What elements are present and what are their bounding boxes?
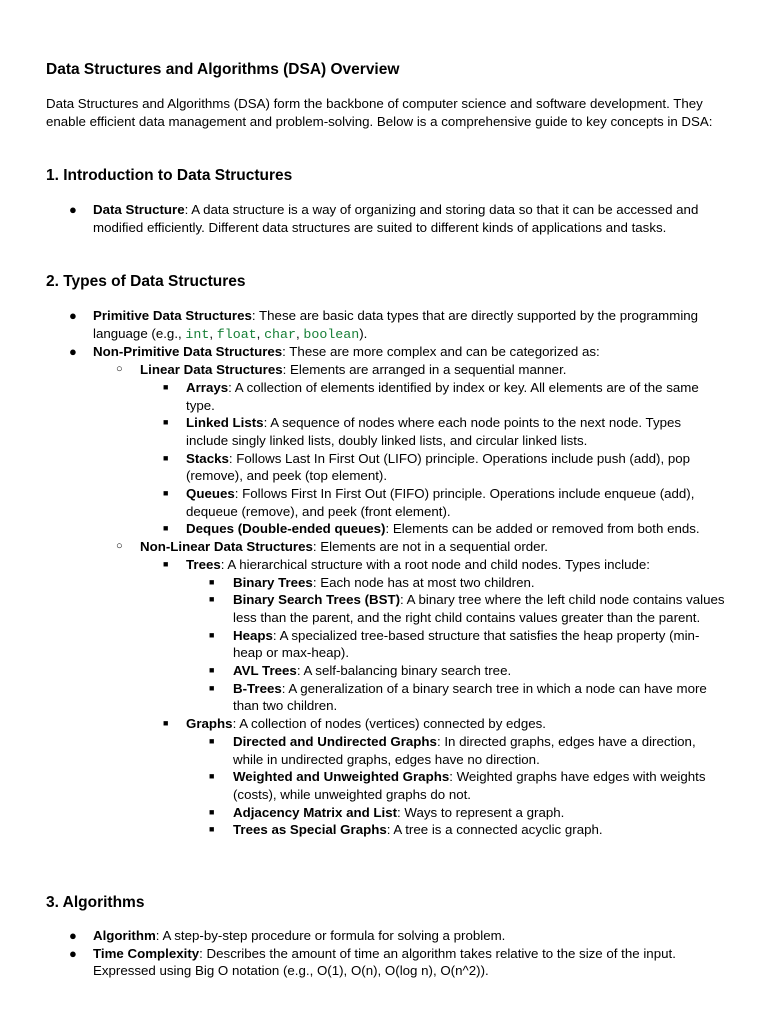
term-label: Arrays — [186, 379, 229, 395]
bullet-icon: ● — [69, 308, 77, 323]
list-item-adjacency — [186, 804, 726, 822]
separator: , — [256, 325, 265, 341]
hollow-bullet-icon: ○ — [116, 363, 123, 376]
intro-paragraph: Data Structures and Algorithms (DSA) form the backbone of computer science and software development. They enable efficient data management and problem-solving. Below is a comprehensive guide to key concepts in DSA: — [46, 96, 713, 129]
square-bullet-icon: ■ — [163, 488, 169, 499]
term-label: Stacks — [186, 450, 229, 466]
trees-sublist — [186, 574, 726, 716]
square-bullet-icon: ■ — [209, 806, 215, 817]
non-primitive-sublist — [93, 361, 726, 839]
square-bullet-icon: ■ — [209, 682, 215, 693]
term-description: : A tree is a connected acyclic graph. — [386, 822, 603, 838]
bullet-icon: ● — [69, 945, 77, 961]
term-description: : Elements are arranged in a sequential manner. — [282, 362, 567, 378]
term-description: : These are basic data types that are directly supported by the programming language (e.g., — [93, 308, 699, 341]
term-description: : These are more complex and can be categorized as: — [282, 344, 600, 360]
term-description: : A step-by-step procedure or formula for solving a problem. — [155, 928, 506, 943]
term-description: : Weighted graphs have edges with weights (costs), while unweighted graphs do not. — [233, 769, 706, 802]
square-bullet-icon: ■ — [163, 558, 169, 569]
list-item-trees — [140, 556, 726, 715]
term-label: Heaps — [233, 627, 273, 643]
square-bullet-icon: ■ — [163, 417, 169, 428]
code-int: int — [185, 326, 210, 342]
term-description: : A specialized tree-based structure that satisfies the heap property (min-heap or max-heap). — [233, 627, 700, 661]
list-item-avl-trees — [186, 662, 726, 680]
term-description: : In directed graphs, edges have a direction, while in undirected graphs, edges have no direction. — [233, 733, 696, 767]
term-description: : Each node has at most two children. — [312, 574, 535, 590]
document-title: Data Structures and Algorithms (DSA) Overview — [46, 61, 400, 78]
square-bullet-icon: ■ — [209, 824, 215, 835]
list-item-stacks — [140, 450, 726, 485]
list-item-directed-undirected — [186, 733, 726, 768]
list-item-weighted-unweighted — [186, 768, 726, 803]
term-description: : A generalization of a binary search tree in which a node can have more than two children. — [233, 680, 707, 714]
square-bullet-icon: ■ — [209, 735, 215, 746]
separator: , — [295, 325, 304, 341]
code-float: float — [216, 326, 257, 342]
list-item-graphs — [140, 715, 726, 839]
square-bullet-icon: ■ — [209, 665, 215, 676]
list-item-queues — [140, 485, 726, 520]
list-item-algorithm — [46, 927, 726, 945]
term-label: Trees — [186, 556, 221, 572]
section-heading-algorithms: 3. Algorithms — [46, 894, 145, 911]
list-item-linear — [93, 361, 726, 538]
term-label: Graphs — [186, 716, 233, 732]
linear-sublist — [140, 379, 726, 538]
section-heading-introduction: 1. Introduction to Data Structures — [46, 167, 293, 184]
term-description: : Elements can be added or removed from both ends. — [385, 521, 700, 537]
separator: , — [209, 325, 217, 341]
list-item-primitive — [46, 307, 726, 343]
algorithms-list — [46, 927, 726, 980]
square-bullet-icon: ■ — [163, 523, 169, 534]
square-bullet-icon: ■ — [209, 594, 215, 605]
list-item-deques — [140, 520, 726, 538]
term-label: AVL Trees — [233, 663, 297, 679]
code-char: char — [264, 326, 296, 342]
term-description: : A self-balancing binary search tree. — [296, 663, 512, 679]
introduction-list — [46, 201, 726, 236]
term-description: : A sequence of nodes where each node points to the next node. Types include singly linked lists, doubly linked lists, and circular linked lists. — [186, 415, 682, 448]
term-description: : Follows Last In First Out (LIFO) principle. Operations include push (add), pop (remove), and peek (top element). — [186, 450, 691, 484]
term-description: : Describes the amount of time an algorithm takes relative to the size of the input. Expressed using Big O notation (e.g., O(1), O(n), O(log n), O(n^2)). — [93, 945, 676, 979]
list-item-bst — [186, 591, 726, 626]
term-label: B-Trees — [233, 680, 282, 696]
term-label: Binary Search Trees (BST) — [233, 592, 401, 608]
square-bullet-icon: ■ — [209, 629, 215, 640]
list-item-binary-trees — [186, 574, 726, 592]
term-label: Adjacency Matrix and List — [233, 804, 398, 820]
term-description: : A binary tree where the left child node contains values less than the parent, and the right child contains values greater than the parent. — [233, 592, 725, 625]
bullet-icon: ● — [69, 344, 77, 360]
term-description: : Elements are not in a sequential order. — [312, 539, 548, 555]
term-label: Linear Data Structures — [140, 362, 283, 378]
term-label: Non-Primitive Data Structures — [93, 344, 283, 360]
bullet-icon: ● — [69, 202, 77, 217]
list-item-data-structure — [46, 201, 726, 236]
term-description: : A data structure is a way of organizing and storing data so that it can be accessed and modified efficiently. Different data structures are suited to different kinds of applications and tasks. — [93, 202, 699, 235]
term-label: Deques (Double-ended queues) — [186, 521, 386, 537]
term-label: Directed and Undirected Graphs — [233, 733, 437, 749]
square-bullet-icon: ■ — [163, 381, 169, 392]
term-label: Binary Trees — [233, 574, 313, 590]
term-description: : A hierarchical structure with a root node and child nodes. Types include: — [220, 556, 650, 572]
term-description: : Ways to represent a graph. — [397, 804, 565, 820]
closing-text: ). — [359, 325, 368, 341]
term-label: Data Structure — [93, 202, 185, 217]
bullet-icon: ● — [69, 928, 77, 943]
square-bullet-icon: ■ — [163, 452, 169, 463]
term-label: Time Complexity — [93, 945, 200, 961]
term-label: Trees as Special Graphs — [233, 822, 387, 838]
list-item-linked-lists — [140, 414, 726, 449]
hollow-bullet-icon: ○ — [116, 540, 123, 553]
list-item-trees-as-graphs — [186, 821, 726, 839]
term-label: Queues — [186, 486, 235, 502]
list-item-heaps — [186, 627, 726, 662]
list-item-time-complexity — [46, 945, 726, 980]
term-label: Non-Linear Data Structures — [140, 539, 313, 555]
code-boolean: boolean — [303, 326, 360, 342]
term-label: Primitive Data Structures — [93, 308, 252, 323]
term-description: : Follows First In First Out (FIFO) principle. Operations include enqueue (add), dequeue (remove), and peek (front element). — [186, 486, 695, 519]
term-label: Linked Lists — [186, 415, 264, 431]
non-linear-sublist — [140, 556, 726, 839]
term-label: Weighted and Unweighted Graphs — [233, 769, 450, 785]
term-label: Algorithm — [93, 928, 156, 943]
square-bullet-icon: ■ — [163, 718, 169, 729]
square-bullet-icon: ■ — [209, 576, 215, 587]
types-list — [46, 307, 726, 839]
graphs-sublist — [186, 733, 726, 839]
term-description: : A collection of elements identified by index or key. All elements are of the same type. — [186, 379, 699, 413]
list-item-non-primitive — [46, 343, 726, 839]
section-heading-types: 2. Types of Data Structures — [46, 273, 246, 290]
list-item-non-linear — [93, 538, 726, 839]
list-item-b-trees — [186, 680, 726, 715]
square-bullet-icon: ■ — [209, 771, 215, 782]
list-item-arrays — [140, 379, 726, 414]
term-description: : A collection of nodes (vertices) connected by edges. — [232, 716, 546, 732]
